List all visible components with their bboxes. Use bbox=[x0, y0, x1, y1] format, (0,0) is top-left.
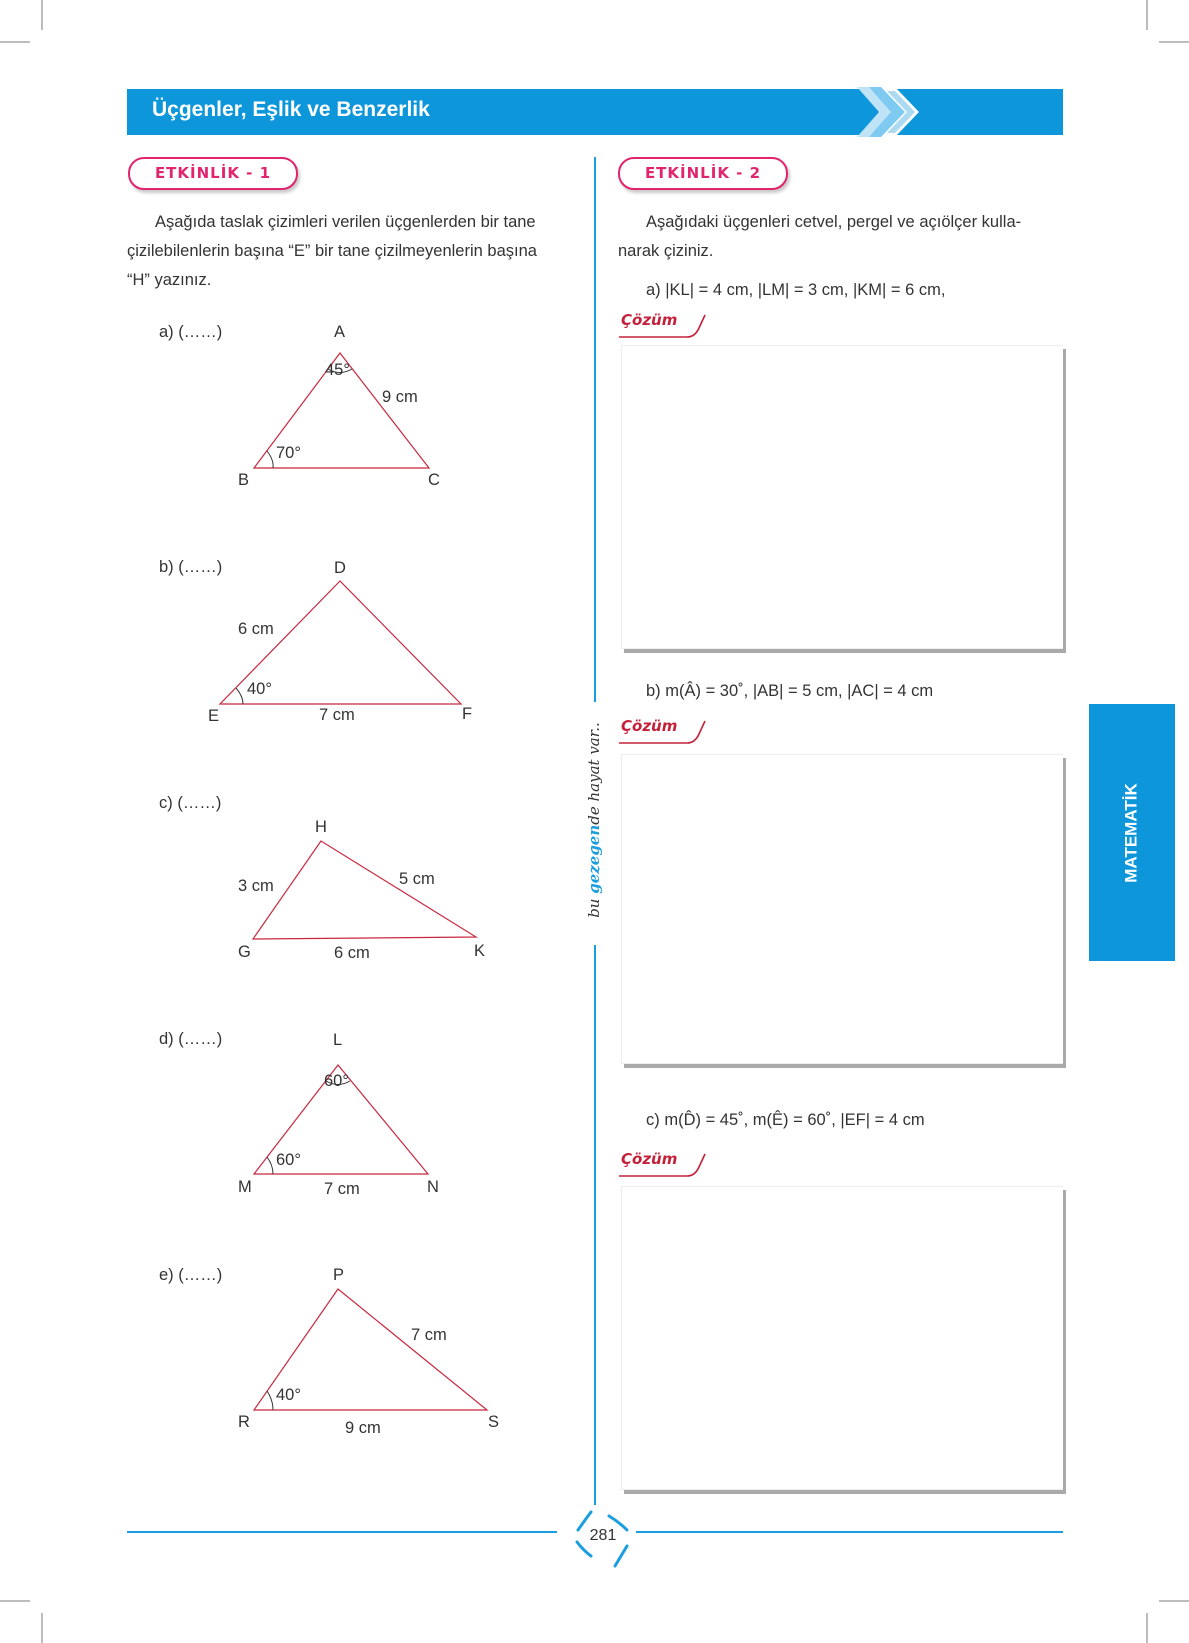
item-d-answer-slot[interactable]: d) (……) bbox=[159, 1030, 223, 1048]
solution-area-a[interactable] bbox=[621, 345, 1063, 649]
side-label: 7 cm bbox=[411, 1326, 447, 1344]
activity-2-instructions-line: Aşağıdaki üçgenleri cetvel, pergel ve açıölçer kulla- bbox=[646, 213, 1022, 231]
activity-1-badge: ETKİNLİK - 1 bbox=[128, 157, 298, 190]
angle-arc-e bbox=[236, 688, 243, 704]
item-e-answer-slot[interactable]: e) (……) bbox=[159, 1266, 223, 1284]
vertex-label: A bbox=[334, 323, 346, 341]
angle-label: 60° bbox=[324, 1072, 349, 1090]
angle-label: 40° bbox=[247, 680, 272, 698]
angle-arc-r bbox=[267, 1391, 273, 1410]
vertex-label: N bbox=[427, 1178, 439, 1196]
footer-rule bbox=[127, 1531, 557, 1533]
solution-underline bbox=[617, 310, 707, 340]
problem-a-prompt: a) |KL| = 4 cm, |LM| = 3 cm, |KM| = 6 cm, bbox=[646, 281, 946, 299]
vertex-label: S bbox=[488, 1413, 500, 1431]
angle-arc-m bbox=[267, 1157, 273, 1174]
side-label: 9 cm bbox=[345, 1419, 381, 1437]
footer-rule bbox=[636, 1531, 1063, 1533]
subject-tab-label-wrap bbox=[1089, 704, 1175, 961]
angle-arc-b bbox=[267, 451, 273, 468]
angle-label: 45° bbox=[325, 361, 350, 379]
vertex-label: M bbox=[238, 1178, 252, 1196]
activity-1-instructions-line: Aşağıda taslak çizimleri verilen üçgenlerden bir tane bbox=[155, 213, 536, 231]
vertex-label: B bbox=[238, 471, 250, 489]
solution-label: Çözüm bbox=[621, 717, 678, 735]
motto-text: de hayat var.. bbox=[585, 722, 604, 825]
triangle-ghk bbox=[253, 841, 476, 939]
vertex-label: F bbox=[462, 705, 473, 723]
subject-tab-label: MATEMATİK bbox=[1122, 782, 1141, 883]
side-label: 6 cm bbox=[334, 944, 370, 962]
activity-1-instructions-line: “H” yazınız. bbox=[127, 271, 212, 289]
activity-2-badge: ETKİNLİK - 2 bbox=[618, 157, 788, 190]
side-label: 5 cm bbox=[399, 870, 435, 888]
angle-label: 70° bbox=[276, 444, 301, 462]
angle-label: 40° bbox=[276, 1386, 301, 1404]
problem-b-prompt: b) m(Â) = 30˚, |AB| = 5 cm, |AC| = 4 cm bbox=[646, 682, 934, 700]
solution-label: Çözüm bbox=[621, 311, 678, 329]
solution-area-b[interactable] bbox=[621, 754, 1063, 1064]
item-c-answer-slot[interactable]: c) (……) bbox=[159, 794, 222, 812]
item-a-answer-slot[interactable]: a) (……) bbox=[159, 323, 223, 341]
solution-underline bbox=[617, 716, 707, 746]
motto-highlight: gezegen bbox=[585, 824, 604, 894]
page-title: Üçgenler, Eşlik ve Benzerlik bbox=[152, 98, 430, 121]
activity-2-instructions-line: narak çiziniz. bbox=[618, 242, 714, 260]
vertex-label: H bbox=[315, 818, 327, 836]
vertex-label: P bbox=[333, 1266, 345, 1284]
side-label: 3 cm bbox=[238, 877, 274, 895]
activity-1-instructions-line: çizilebilenlerin başına “E” bir tane çizilmeyenlerin başına bbox=[127, 242, 537, 260]
side-label: 6 cm bbox=[238, 620, 274, 638]
side-label: 9 cm bbox=[382, 388, 418, 406]
page-number: 281 bbox=[589, 1527, 617, 1544]
solution-area-c[interactable] bbox=[621, 1186, 1063, 1490]
side-label: 7 cm bbox=[319, 706, 355, 724]
vertex-label: E bbox=[208, 707, 220, 725]
vertex-label: R bbox=[238, 1413, 250, 1431]
vertex-label: G bbox=[238, 943, 251, 961]
vertex-label: C bbox=[428, 471, 440, 489]
side-label: 7 cm bbox=[324, 1180, 360, 1198]
angle-label: 60° bbox=[276, 1151, 301, 1169]
problem-c-prompt: c) m(D̂) = 45˚, m(Ê) = 60˚, |EF| = 4 cm bbox=[646, 1111, 925, 1129]
solution-underline bbox=[617, 1149, 707, 1179]
vertex-label: K bbox=[474, 942, 486, 960]
item-b-answer-slot[interactable]: b) (……) bbox=[159, 558, 223, 576]
solution-label: Çözüm bbox=[621, 1150, 678, 1168]
motto-text: bu bbox=[585, 893, 604, 918]
vertex-label: L bbox=[333, 1031, 343, 1049]
vertex-label: D bbox=[334, 559, 346, 577]
